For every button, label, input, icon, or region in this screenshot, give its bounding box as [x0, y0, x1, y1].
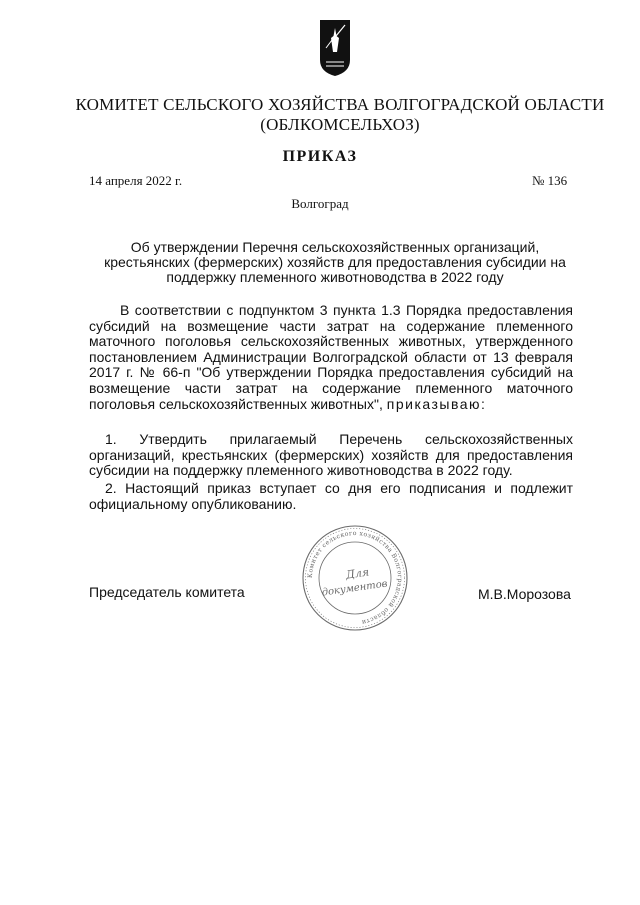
body-paragraph-2: 1. Утвердить прилагаемый Перечень сельскохозяйственных организаций, крестьянских (фермерских) хозяйств для предоставления субсидии на поддержку племенного животноводства в 2022 году.: [89, 431, 573, 479]
document-number: № 136: [532, 173, 568, 188]
stamp-ring-text: Комитет сельского хозяйства Волгоградской области: [306, 529, 404, 626]
organization-name: КОМИТЕТ СЕЛЬСКОГО ХОЗЯЙСТВА ВОЛГОГРАДСКОЙ ОБЛАСТИ: [75, 95, 605, 114]
body-paragraph-3: 2. Настоящий приказ вступает со дня его подписания и подлежит официальному опубликованию.: [89, 480, 573, 512]
stamp-text-line-2: документов: [321, 578, 389, 599]
document-city: Волгоград: [291, 196, 349, 211]
document-type: ПРИКАЗ: [282, 148, 358, 165]
document-date: 14 апреля 2022 г.: [89, 173, 183, 188]
body-paragraph-1: [89, 303, 573, 412]
volgograd-emblem-icon: [318, 18, 352, 78]
organization-abbreviation: (ОБЛКОМСЕЛЬХОЗ): [260, 115, 420, 134]
signatory-position: Председатель комитета: [89, 584, 245, 600]
stamp-seal: [300, 523, 410, 633]
stamp-text-line-1: Для: [345, 565, 370, 582]
signatory-name: М.В.Морозова: [478, 586, 571, 602]
document-subject: Об утверждении Перечня сельскохозяйственных организаций, крестьянских (фермерских) хозяйств для предоставления субсидии на поддержку племенного животноводства в 2022 году: [104, 239, 566, 285]
order-word: приказываю:: [386, 395, 487, 412]
body-paragraph-1-text: В соответствии с подпунктом 3 пункта 1.3 Порядка предоставления субсидий на возмещение части затрат на содержание племенного маточного поголовья сельскохозяйственных животных, утвержденного постановлением Администрации Волгоградской области от 13 февраля 2017 г. № 66-п "Об утверждении Порядка предоставления субсидий на возмещение части затрат на содержание племенного маточного поголовья сельскохозяйственных животных",: [89, 302, 573, 412]
